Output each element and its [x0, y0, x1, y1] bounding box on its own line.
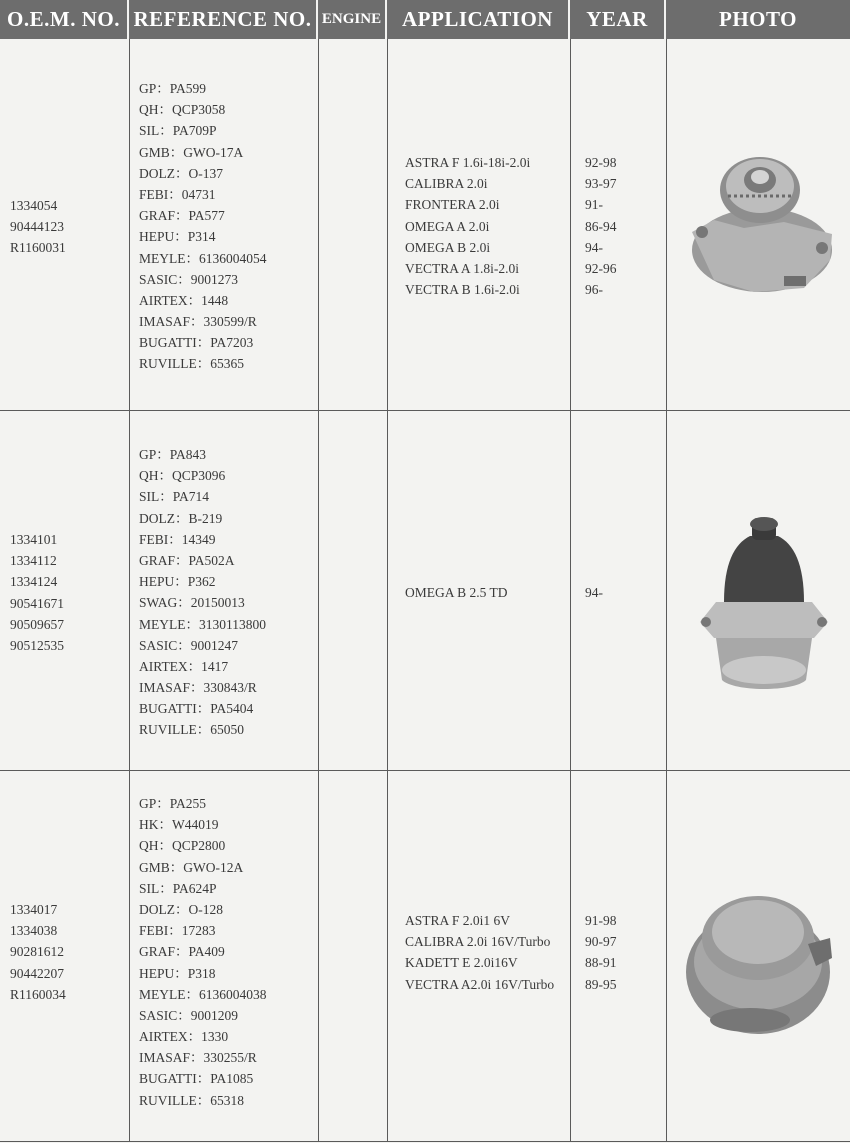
column-divider: [129, 39, 130, 1142]
year-list: [585, 582, 603, 603]
year-item: 96-: [585, 282, 603, 298]
reference-number: BUGATTI：PA5404: [139, 701, 254, 717]
year-item: 92-98: [585, 155, 617, 170]
oem-number: 90281612: [10, 944, 64, 960]
reference-number: GRAF：PA409: [139, 944, 225, 960]
oem-numbers: [10, 195, 66, 259]
reference-number: DOLZ：O-137: [139, 165, 223, 181]
application-item: OMEGA B 2.0i: [405, 239, 491, 255]
reference-number: MEYLE：3130113800: [139, 616, 266, 632]
header-application: APPLICATION: [387, 0, 570, 39]
reference-number: RUVILLE：65365: [139, 356, 244, 372]
application-list: [405, 152, 530, 300]
reference-number: DOLZ：B-219: [139, 510, 223, 526]
column-divider: [318, 39, 319, 1142]
application-item: CALIBRA 2.0i: [405, 176, 488, 192]
reference-number: AIRTEX：1448: [139, 292, 229, 308]
year-list: [585, 152, 617, 300]
reference-number: IMASAF：330599/R: [139, 314, 257, 330]
reference-number: SIL：PA714: [139, 489, 210, 505]
header-engine: ENGINE: [318, 0, 387, 39]
application-item: VECTRA A 1.8i-2.0i: [405, 260, 520, 276]
water-pump-photo-1: [684, 150, 834, 300]
reference-number: MEYLE：6136004038: [139, 986, 267, 1002]
oem-number: 90509657: [10, 616, 64, 632]
year-item: 90-97: [585, 934, 617, 950]
reference-number: SASIC：9001273: [139, 271, 239, 287]
column-divider: [387, 39, 388, 1142]
reference-number: GRAF：PA577: [139, 208, 225, 224]
reference-number: AIRTEX：1417: [139, 658, 229, 674]
reference-number: HEPU：P362: [139, 574, 216, 590]
header-year: YEAR: [570, 0, 666, 39]
reference-number: GRAF：PA502A: [139, 552, 235, 568]
reference-number: IMASAF：330255/R: [139, 1050, 257, 1066]
reference-number: AIRTEX：1330: [139, 1029, 229, 1045]
reference-number: QH：QCP3058: [139, 102, 226, 118]
year-item: 93-97: [585, 176, 617, 192]
column-divider: [570, 39, 571, 1142]
year-item: 94-: [585, 585, 603, 600]
reference-list: [139, 78, 267, 375]
reference-number: RUVILLE：65050: [139, 722, 244, 738]
oem-number: 1334038: [10, 923, 58, 939]
reference-number: IMASAF：330843/R: [139, 680, 257, 696]
oem-number: 90442207: [10, 965, 64, 981]
oem-number: 1334124: [10, 574, 58, 590]
oem-numbers: [10, 899, 66, 1005]
year-item: 92-96: [585, 260, 617, 276]
application-item: OMEGA B 2.5 TD: [405, 585, 508, 600]
reference-number: MEYLE：6136004054: [139, 250, 267, 266]
application-item: ASTRA F 2.0i1 6V: [405, 913, 511, 928]
oem-number: 1334017: [10, 902, 58, 917]
oem-number: R1160034: [10, 986, 66, 1002]
oem-number: 90444123: [10, 219, 64, 235]
reference-number: SWAG：20150013: [139, 595, 245, 611]
reference-number: SIL：PA709P: [139, 123, 217, 139]
reference-number: SASIC：9001209: [139, 1007, 239, 1023]
reference-number: FEBI：04731: [139, 186, 216, 202]
oem-number: 90512535: [10, 637, 64, 653]
reference-number: GMB：GWO-12A: [139, 859, 244, 875]
oem-numbers: [10, 529, 64, 656]
year-item: 94-: [585, 239, 603, 255]
reference-number: GP：PA255: [139, 796, 207, 811]
reference-number: QH：QCP3096: [139, 468, 226, 484]
water-pump-photo-2: [694, 514, 834, 694]
year-item: 89-95: [585, 976, 617, 992]
row-divider: [0, 1141, 850, 1142]
year-item: 86-94: [585, 218, 617, 234]
reference-number: SIL：PA624P: [139, 880, 217, 896]
reference-number: FEBI：17283: [139, 923, 216, 939]
reference-number: BUGATTI：PA1085: [139, 1071, 254, 1087]
row-divider: [0, 410, 850, 411]
reference-number: RUVILLE：65318: [139, 1092, 244, 1108]
reference-number: GMB：GWO-17A: [139, 144, 244, 160]
reference-number: HEPU：P314: [139, 229, 216, 245]
application-item: FRONTERA 2.0i: [405, 197, 500, 213]
reference-number: SASIC：9001247: [139, 637, 239, 653]
header-oem: O.E.M. NO.: [0, 0, 129, 39]
reference-number: BUGATTI：PA7203: [139, 335, 254, 351]
application-item: KADETT E 2.0i16V: [405, 955, 518, 971]
application-list: [405, 910, 554, 995]
application-item: CALIBRA 2.0i 16V/Turbo: [405, 934, 551, 950]
application-item: ASTRA F 1.6i-18i-2.0i: [405, 155, 531, 170]
application-item: OMEGA A 2.0i: [405, 218, 490, 234]
year-item: 91-: [585, 197, 603, 213]
oem-number: 1334054: [10, 198, 58, 213]
row-divider: [0, 770, 850, 771]
reference-number: HK：W44019: [139, 817, 219, 833]
oem-number: R1160031: [10, 240, 66, 256]
reference-number: FEBI：14349: [139, 531, 216, 547]
reference-list: [139, 444, 266, 741]
reference-number: HEPU：P318: [139, 965, 216, 981]
header-reference: REFERENCE NO.: [129, 0, 318, 39]
reference-list: [139, 793, 267, 1111]
oem-number: 1334101: [10, 532, 58, 547]
oem-number: 90541671: [10, 595, 64, 611]
reference-number: DOLZ：O-128: [139, 901, 223, 917]
year-item: 91-98: [585, 913, 617, 928]
header-photo: PHOTO: [666, 0, 850, 39]
reference-number: QH：QCP2800: [139, 838, 226, 854]
year-list: [585, 910, 617, 995]
oem-number: 1334112: [10, 553, 57, 569]
year-item: 88-91: [585, 955, 617, 971]
application-list: [405, 582, 508, 603]
application-item: VECTRA B 1.6i-2.0i: [405, 282, 520, 298]
application-item: VECTRA A2.0i 16V/Turbo: [405, 976, 555, 992]
reference-number: GP：PA843: [139, 447, 207, 462]
water-pump-photo-3: [680, 880, 840, 1040]
column-divider: [666, 39, 667, 1142]
reference-number: GP：PA599: [139, 81, 207, 96]
